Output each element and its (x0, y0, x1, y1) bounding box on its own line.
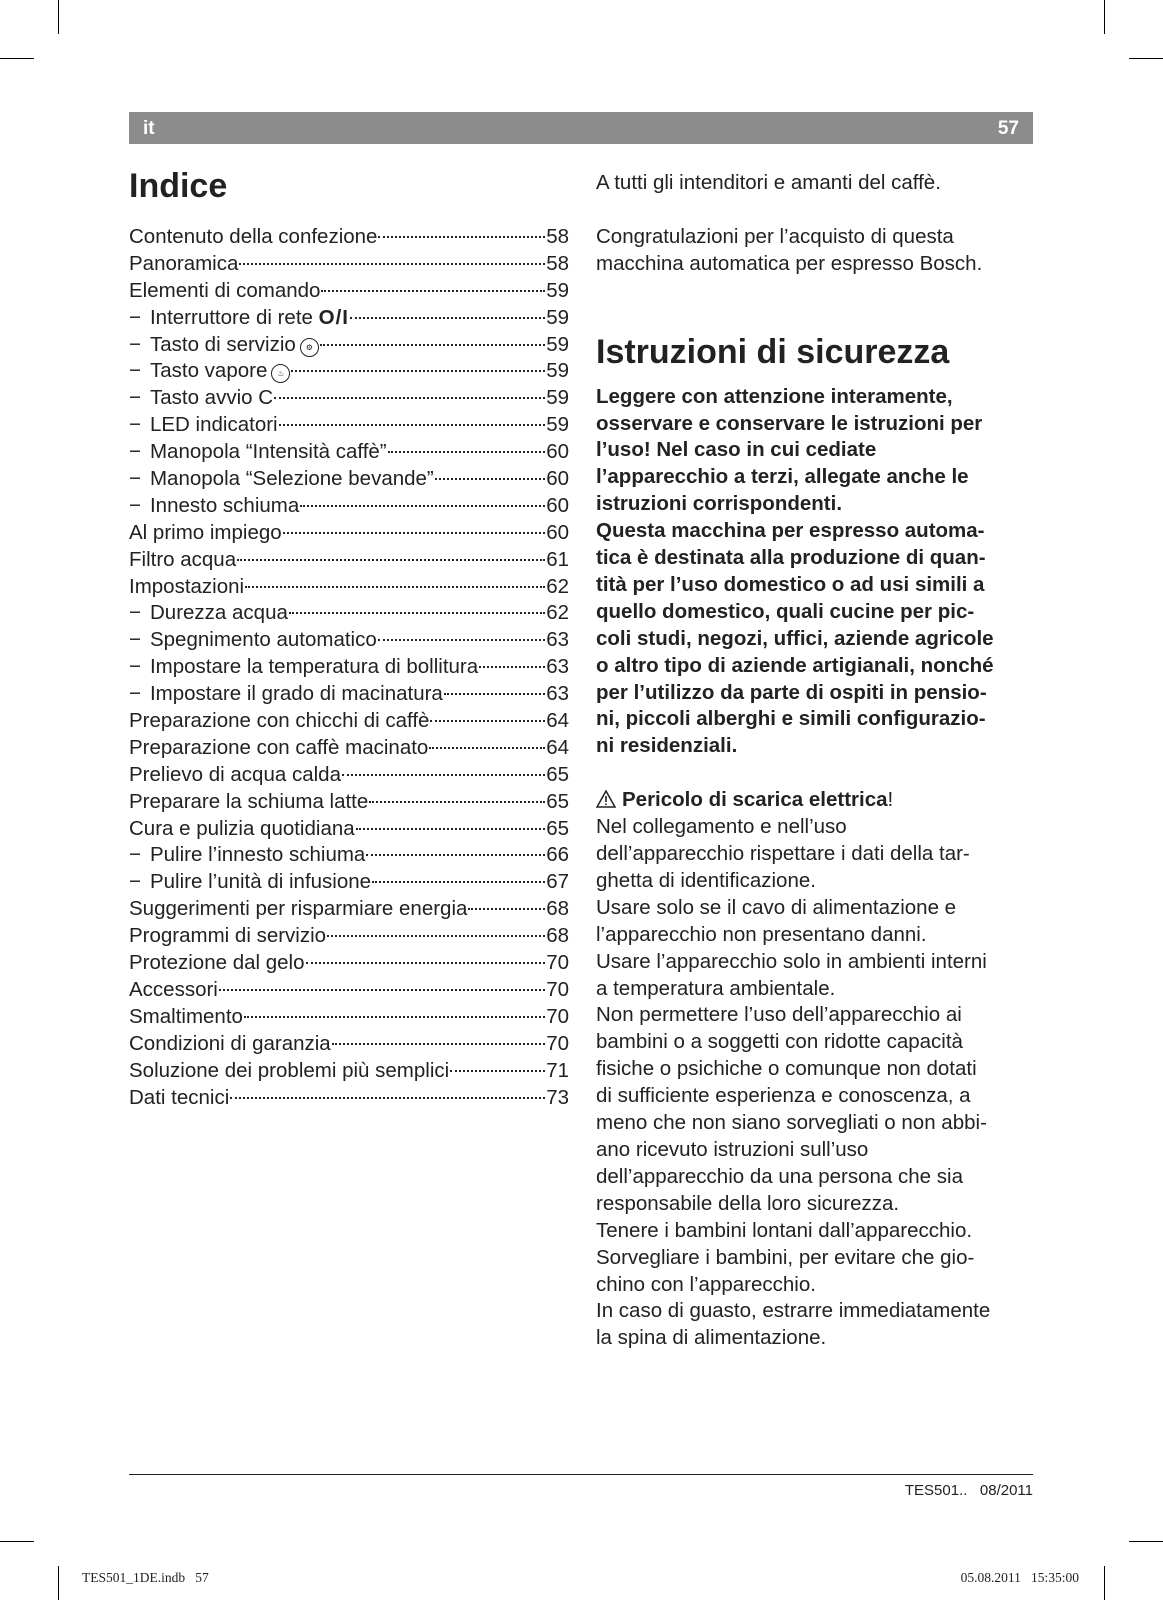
toc-leader-dots (321, 290, 545, 292)
toc-entry-text: Preparazione con caffè macinato (129, 735, 429, 759)
text-line: Nel collegamento e nell’uso (596, 815, 847, 839)
toc-entry-title (129, 735, 428, 762)
text-line: Sorvegliare i bambini, per evitare che gio- (596, 1245, 975, 1269)
toc-entry-title (129, 923, 326, 950)
print-slug-date: 05.08.2011 15:35:00 (960, 1570, 1079, 1585)
toc-page-number: 59 (546, 278, 569, 302)
toc-dash: − (129, 413, 141, 437)
toc-dash: − (129, 305, 141, 329)
text-line: l’uso! Nel caso in cui cediate (596, 438, 877, 462)
toc-entry (129, 358, 569, 385)
toc-leader-dots (230, 1097, 545, 1099)
toc-leader-dots (366, 854, 545, 856)
toc-entry-text: Prelievo di acqua calda (129, 762, 341, 786)
text-line: osservare e conservare le istruzioni per (596, 411, 983, 435)
toc-dash: − (129, 601, 141, 625)
toc-entry (129, 762, 569, 789)
toc-entry-title (129, 547, 236, 574)
toc-leader-dots (429, 747, 545, 749)
content-column (596, 170, 1036, 1352)
toc-entry-title (129, 977, 218, 1004)
toc-page-number: 59 (546, 386, 569, 410)
toc-entry-text: Tasto vapore (149, 359, 268, 383)
toc-entry (129, 789, 569, 816)
toc-entry (129, 520, 569, 547)
text-line: tica è destinata alla produzione di quan- (596, 546, 986, 570)
toc-dash: − (129, 655, 141, 679)
text-line: dell’apparecchio rispettare i dati della tar- (596, 842, 970, 865)
toc-leader-dots (450, 1070, 545, 1072)
toc-entry-title (150, 305, 349, 332)
toc-entry-title (150, 600, 288, 627)
toc-page-number: 66 (546, 843, 569, 867)
toc-entry-title (150, 681, 443, 708)
toc-leader-dots (274, 397, 545, 399)
page-number: 57 (997, 118, 1019, 139)
toc-entry-text: Elementi di comando (129, 278, 321, 302)
toc-entry (129, 493, 569, 520)
toc-entry-title (129, 1004, 243, 1031)
toc-dash: − (129, 843, 141, 867)
toc-leader-dots (320, 344, 545, 346)
toc-page-number: 63 (546, 628, 569, 652)
toc-entry-text: Cura e pulizia quotidiana (129, 816, 355, 840)
toc-page-number: 60 (546, 520, 569, 544)
toc-entry-text: Impostare la temperatura di bollitura (149, 655, 479, 679)
crop-mark (1129, 58, 1163, 59)
crop-mark (1104, 0, 1105, 34)
toc-entry (129, 842, 569, 869)
toc-page-number: 64 (546, 709, 569, 733)
toc-dash: − (129, 440, 141, 464)
toc-entry-title (129, 574, 244, 601)
toc-page-number: 60 (546, 467, 569, 491)
toc-entry (129, 735, 569, 762)
toc-page-number: 70 (546, 1004, 569, 1028)
text-line: la spina di alimentazione. (596, 1326, 827, 1350)
warning-title: Pericolo di scarica elettrica (622, 788, 888, 812)
toc-entry (129, 816, 569, 843)
text-line: coli studi, negozi, uffici, aziende agricole (596, 626, 994, 650)
toc-dash: − (129, 359, 141, 383)
toc-entry (129, 869, 569, 896)
toc-entry-text: Suggerimenti per risparmiare energia (129, 897, 468, 921)
congrats-text (596, 224, 1036, 278)
text-line: In caso di guasto, estrarre immediatamente (596, 1299, 991, 1323)
toc-leader-dots (245, 586, 545, 588)
toc-leader-dots (332, 1043, 545, 1045)
toc-entry (129, 1085, 569, 1112)
toc-page-number: 59 (546, 359, 569, 383)
toc-leader-dots (356, 828, 546, 830)
toc-entry (129, 385, 569, 412)
toc-entry-text: Soluzione dei problemi più semplici (129, 1058, 450, 1082)
text-line: meno che non siano sorvegliati o non abbi- (596, 1111, 987, 1135)
text-line: istruzioni corrispondenti. (596, 492, 843, 516)
toc-entry-title (129, 816, 355, 843)
text-line: Usare l’apparecchio solo in ambienti interni (596, 949, 987, 973)
toc-leader-dots (306, 962, 546, 964)
text-line: ghetta di identificazione. (596, 868, 816, 892)
toc-entry-title (129, 224, 377, 251)
toc-entry (129, 923, 569, 950)
toc-page-number: 64 (546, 735, 569, 759)
toc-entry-text: Condizioni di garanzia (129, 1031, 331, 1055)
toc-list (129, 224, 569, 1111)
text-line: l’apparecchio a terzi, allegate anche le (596, 465, 969, 489)
toc-entry (129, 1058, 569, 1085)
toc-page-number: 63 (546, 655, 569, 679)
toc-page-number: 65 (546, 816, 569, 840)
text-line: per l’utilizzo da parte di ospiti in pensio- (596, 680, 987, 704)
toc-entry-title (150, 654, 478, 681)
toc-leader-dots (244, 1016, 545, 1018)
toc-page-number: 70 (546, 951, 569, 975)
toc-entry (129, 950, 569, 977)
text-line: Tenere i bambini lontani dall’apparecchio. (596, 1218, 973, 1242)
toc-entry-text: Filtro acqua (129, 547, 237, 571)
toc-page-number: 73 (546, 1085, 569, 1109)
language-code: it (143, 118, 155, 139)
toc-entry (129, 332, 569, 359)
toc-leader-dots (291, 370, 545, 372)
text-line: a temperatura ambientale. (596, 976, 836, 1000)
power-switch-symbol: O/I (318, 305, 349, 329)
toc-entry (129, 224, 569, 251)
toc-dash: − (129, 467, 141, 491)
toc-entry-title (129, 520, 282, 547)
toc-entry (129, 466, 569, 493)
text-line: chino con l’apparecchio. (596, 1272, 816, 1296)
text-line: Questa macchina per espresso automa- (596, 519, 985, 543)
crop-mark (1129, 1541, 1163, 1542)
toc-page-number: 59 (546, 413, 569, 437)
toc-entry-title (129, 789, 368, 816)
toc-page-number: 61 (546, 547, 569, 571)
toc-page-number: 68 (546, 897, 569, 921)
text-line: Usare solo se il cavo di alimentazione e (596, 895, 957, 919)
toc-entry-text: Spegnimento automatico (149, 628, 377, 652)
text-line: responsabile della loro sicurezza. (596, 1191, 900, 1215)
toc-page-number: 67 (546, 870, 569, 894)
text-line: o altro tipo di aziende artigianali, nonché (596, 653, 994, 677)
toc-page-number: 65 (546, 789, 569, 813)
toc-entry-title (129, 1085, 229, 1112)
text-line: ano ricevuto istruzioni sull’uso (596, 1137, 869, 1161)
toc-page-number: 58 (546, 251, 569, 275)
toc-page-number: 70 (546, 1031, 569, 1055)
toc-leader-dots (283, 532, 546, 534)
toc-leader-dots (430, 720, 545, 722)
toc-leader-dots (378, 639, 545, 641)
toc-leader-dots (350, 317, 545, 319)
toc-page-number: 71 (546, 1058, 569, 1082)
toc-page-number: 62 (546, 574, 569, 598)
toc-entry (129, 681, 569, 708)
toc-entry-text: Pulire l’innesto schiuma (149, 843, 366, 867)
text-line: Congratulazioni per l’acquisto di questa (596, 224, 954, 248)
toc-entry-text: Contenuto della confezione (129, 225, 378, 248)
toc-leader-dots (388, 451, 546, 453)
toc-entry (129, 977, 569, 1004)
toc-entry-title (150, 466, 434, 493)
text-line: di sufficiente esperienza e conoscenza, a (596, 1084, 971, 1108)
toc-leader-dots (237, 559, 545, 561)
toc-entry (129, 600, 569, 627)
toc-entry-text: Panoramica (129, 251, 239, 275)
toc-leader-dots (300, 505, 545, 507)
toc-entry (129, 412, 569, 439)
toc-entry-title (129, 950, 305, 977)
toc-page-number: 59 (546, 305, 569, 329)
toc-leader-dots (327, 935, 545, 937)
toc-entry-text: Preparare la schiuma latte (129, 789, 369, 813)
footer-model-code: TES501.. 08/2011 (904, 1482, 1033, 1499)
crop-mark (0, 58, 34, 59)
toc-entry-text: Preparazione con chicchi di caffè (129, 709, 430, 733)
crop-mark (58, 1566, 59, 1600)
toc-entry-title (150, 842, 365, 869)
toc-leader-dots (479, 666, 545, 668)
toc-entry (129, 305, 569, 332)
toc-column (129, 166, 569, 1111)
toc-page-number: 68 (546, 924, 569, 948)
toc-entry-text: Impostare il grado di macinatura (149, 682, 443, 706)
toc-entry-text: Al primo impiego (129, 520, 282, 544)
toc-dash: − (129, 332, 141, 356)
text-line: ni residenziali. (596, 734, 738, 758)
toc-entry-text: Manopola “Intensità caffè” (149, 440, 387, 464)
toc-entry-text: Durezza acqua (149, 601, 288, 625)
toc-entry-text: Pulire l’unità di infusione (149, 870, 372, 894)
text-line: Non permettere l’uso dell’apparecchio ai (596, 1003, 962, 1027)
toc-leader-dots (239, 263, 545, 265)
toc-entry-text: LED indicatori (149, 413, 278, 437)
toc-entry-title (129, 896, 467, 923)
toc-entry (129, 574, 569, 601)
text-line: l’apparecchio non presentano danni. (596, 922, 927, 946)
service-icon: ⚙ (300, 338, 319, 357)
toc-leader-dots (468, 908, 545, 910)
crop-mark (0, 1541, 34, 1542)
toc-entry-title (129, 762, 341, 789)
toc-entry-text: Innesto schiuma (149, 493, 300, 517)
text-line: dell’apparecchio da una persona che sia (596, 1164, 963, 1188)
safety-intro (596, 384, 1036, 761)
toc-entry-text: Tasto di servizio (149, 332, 296, 356)
toc-leader-dots (435, 478, 545, 480)
toc-page-number: 62 (546, 601, 569, 625)
text-line: macchina automatica per espresso Bosch. (596, 251, 983, 275)
toc-entry-text: Interruttore di rete (149, 305, 313, 329)
toc-page-number: 58 (546, 225, 569, 248)
toc-entry-title (129, 251, 238, 278)
footer-rule (129, 1474, 1033, 1475)
toc-entry-title (150, 385, 273, 412)
toc-page-number: 59 (546, 332, 569, 356)
greeting-text: A tutti gli intenditori e amanti del caffè. (596, 171, 941, 194)
text-line: ni, piccoli alberghi e simili configurazio- (596, 707, 986, 731)
toc-entry (129, 896, 569, 923)
toc-entry-text: Accessori (129, 977, 218, 1001)
toc-entry (129, 654, 569, 681)
toc-entry-text: Impostazioni (129, 574, 245, 598)
text-line: tità per l’uso domestico o ad usi simili a (596, 572, 985, 596)
toc-entry-title (150, 412, 278, 439)
warning-triangle-icon (596, 790, 616, 808)
crop-mark (58, 0, 59, 34)
warning-heading (596, 787, 1036, 814)
crop-mark (1104, 1566, 1105, 1600)
toc-page-number: 60 (546, 493, 569, 517)
toc-entry (129, 708, 569, 735)
toc-leader-dots (289, 612, 545, 614)
toc-entry-title (150, 358, 290, 385)
toc-entry (129, 1004, 569, 1031)
toc-entry-title (129, 1031, 331, 1058)
text-line: fisiche o psichiche o comunque non dotati (596, 1057, 977, 1081)
toc-entry-title (150, 332, 319, 359)
toc-leader-dots (378, 236, 545, 238)
toc-leader-dots (342, 774, 545, 776)
toc-entry-text: Programmi di servizio (129, 924, 327, 948)
toc-entry (129, 251, 569, 278)
toc-entry-text: Dati tecnici (129, 1085, 230, 1109)
toc-dash: − (129, 628, 141, 652)
toc-leader-dots (372, 881, 545, 883)
toc-entry (129, 547, 569, 574)
toc-entry-title (150, 493, 299, 520)
toc-dash: − (129, 682, 141, 706)
toc-entry-text: Manopola “Selezione bevande” (149, 467, 434, 491)
toc-page-number: 60 (546, 440, 569, 464)
toc-entry-title (150, 627, 377, 654)
toc-entry (129, 1031, 569, 1058)
toc-entry-title (150, 439, 387, 466)
toc-entry (129, 627, 569, 654)
print-slug-file: TES501_1DE.indb 57 (82, 1570, 209, 1585)
toc-entry-title (129, 1058, 449, 1085)
toc-dash: − (129, 386, 141, 410)
toc-entry (129, 278, 569, 305)
toc-title: Indice (129, 167, 228, 205)
toc-leader-dots (369, 801, 545, 803)
steam-icon: ♨ (271, 364, 290, 383)
toc-leader-dots (444, 693, 545, 695)
toc-entry-text: Tasto avvio C (149, 386, 274, 410)
toc-leader-dots (279, 424, 546, 426)
toc-entry (129, 439, 569, 466)
toc-page-number: 63 (546, 682, 569, 706)
text-line: Leggere con attenzione interamente, (596, 384, 953, 408)
toc-entry-text: Protezione dal gelo (129, 951, 305, 975)
warning-exclaim: ! (887, 788, 894, 812)
toc-entry-title (129, 278, 320, 305)
page-header-bar (129, 112, 1033, 144)
warning-body (596, 814, 1036, 1352)
text-line: quello domestico, quali cucine per pic- (596, 599, 975, 623)
toc-page-number: 65 (546, 762, 569, 786)
toc-entry-text: Smaltimento (129, 1004, 243, 1028)
toc-dash: − (129, 493, 141, 517)
toc-entry-title (129, 708, 429, 735)
toc-entry-title (150, 869, 371, 896)
toc-dash: − (129, 870, 141, 894)
toc-page-number: 70 (546, 977, 569, 1001)
toc-leader-dots (219, 989, 545, 991)
safety-title: Istruzioni di sicurezza (596, 332, 950, 371)
text-line: bambini o a soggetti con ridotte capacità (596, 1030, 963, 1054)
